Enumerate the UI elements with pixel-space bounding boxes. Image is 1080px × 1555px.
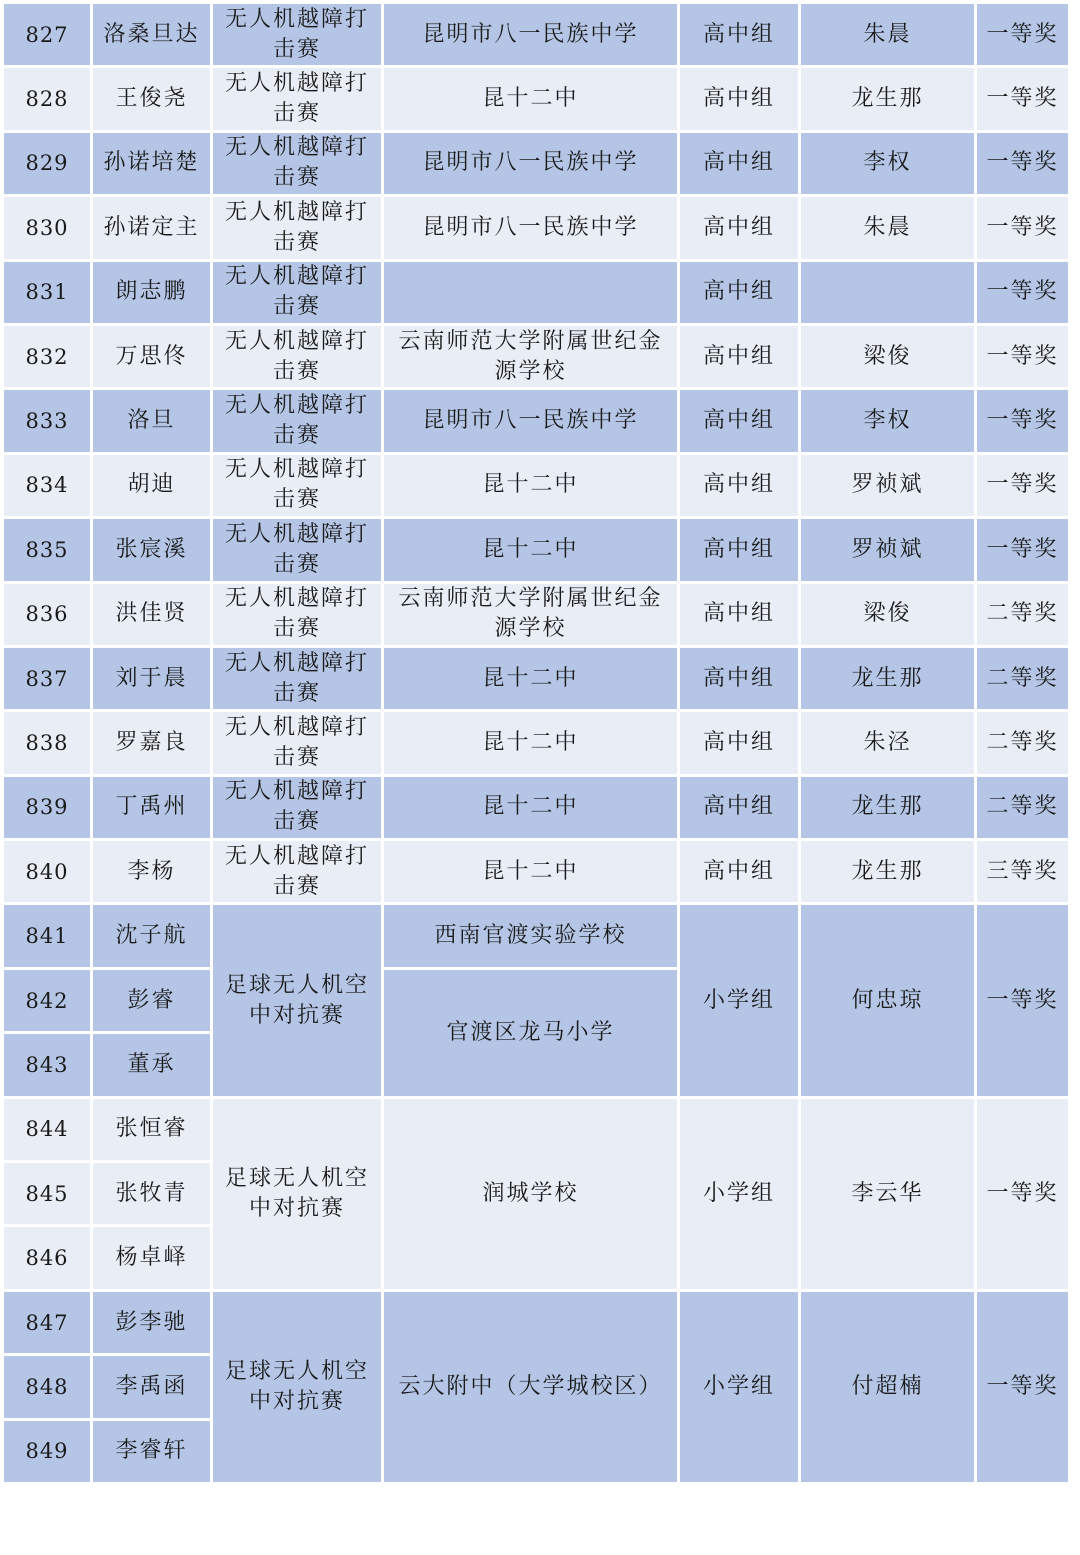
school-cell: 昆十二中 xyxy=(384,841,677,902)
number-cell: 843 xyxy=(4,1034,90,1095)
table-row xyxy=(4,648,1068,709)
award-cell: 一等奖 xyxy=(977,905,1068,1095)
name-cell: 洛旦 xyxy=(93,390,210,451)
group-cell: 小学组 xyxy=(680,905,798,1095)
group-cell: 高中组 xyxy=(680,197,798,258)
school-cell: 云南师范大学附属世纪金源学校 xyxy=(384,584,677,645)
event-cell: 无人机越障打击赛 xyxy=(213,390,381,451)
table-row xyxy=(4,712,1068,773)
award-cell: 一等奖 xyxy=(977,68,1068,129)
teacher-cell: 何忠琼 xyxy=(801,905,974,1095)
name-cell: 张牧青 xyxy=(93,1163,210,1224)
event-cell: 无人机越障打击赛 xyxy=(213,841,381,902)
name-cell: 张恒睿 xyxy=(93,1099,210,1160)
group-cell: 高中组 xyxy=(680,4,798,65)
group-cell: 高中组 xyxy=(680,455,798,516)
group-cell: 高中组 xyxy=(680,326,798,387)
name-cell: 洪佳贤 xyxy=(93,584,210,645)
teacher-cell: 朱晨 xyxy=(801,197,974,258)
name-cell: 孙诺定主 xyxy=(93,197,210,258)
award-cell: 一等奖 xyxy=(977,133,1068,194)
number-cell: 849 xyxy=(4,1421,90,1482)
name-cell: 万思佟 xyxy=(93,326,210,387)
group-cell: 高中组 xyxy=(680,68,798,129)
table-body xyxy=(4,4,1068,1482)
number-cell: 836 xyxy=(4,584,90,645)
award-cell: 一等奖 xyxy=(977,390,1068,451)
group-cell: 高中组 xyxy=(680,648,798,709)
award-cell: 一等奖 xyxy=(977,519,1068,580)
name-cell: 洛桑旦达 xyxy=(93,4,210,65)
table-row xyxy=(4,4,1068,65)
name-cell: 罗嘉良 xyxy=(93,712,210,773)
number-cell: 841 xyxy=(4,905,90,966)
name-cell: 董承 xyxy=(93,1034,210,1095)
event-cell: 足球无人机空中对抗赛 xyxy=(213,1099,381,1289)
group-cell: 高中组 xyxy=(680,262,798,323)
table-row xyxy=(4,455,1068,516)
group-cell: 高中组 xyxy=(680,133,798,194)
event-cell: 无人机越障打击赛 xyxy=(213,68,381,129)
school-cell: 官渡区龙马小学 xyxy=(384,970,677,1096)
award-cell: 二等奖 xyxy=(977,712,1068,773)
award-cell: 二等奖 xyxy=(977,648,1068,709)
number-cell: 845 xyxy=(4,1163,90,1224)
number-cell: 833 xyxy=(4,390,90,451)
teacher-cell: 龙生那 xyxy=(801,648,974,709)
number-cell: 835 xyxy=(4,519,90,580)
name-cell: 李杨 xyxy=(93,841,210,902)
event-cell: 无人机越障打击赛 xyxy=(213,519,381,580)
number-cell: 848 xyxy=(4,1356,90,1417)
number-cell: 828 xyxy=(4,68,90,129)
school-cell xyxy=(384,262,677,323)
event-cell: 无人机越障打击赛 xyxy=(213,133,381,194)
table-row xyxy=(4,841,1068,902)
teacher-cell: 罗祯斌 xyxy=(801,455,974,516)
school-cell: 昆十二中 xyxy=(384,455,677,516)
award-cell: 一等奖 xyxy=(977,1099,1068,1289)
school-cell: 昆十二中 xyxy=(384,712,677,773)
table-row xyxy=(4,133,1068,194)
name-cell: 孙诺培楚 xyxy=(93,133,210,194)
table-row xyxy=(4,326,1068,387)
award-cell: 一等奖 xyxy=(977,4,1068,65)
name-cell: 朗志鹏 xyxy=(93,262,210,323)
name-cell: 沈子航 xyxy=(93,905,210,966)
name-cell: 杨卓峄 xyxy=(93,1227,210,1288)
group-cell: 高中组 xyxy=(680,390,798,451)
group-cell: 小学组 xyxy=(680,1099,798,1289)
table-row xyxy=(4,1099,1068,1160)
number-cell: 830 xyxy=(4,197,90,258)
teacher-cell: 梁俊 xyxy=(801,326,974,387)
number-cell: 847 xyxy=(4,1292,90,1353)
teacher-cell: 龙生那 xyxy=(801,777,974,838)
name-cell: 李禹函 xyxy=(93,1356,210,1417)
name-cell: 张宸溪 xyxy=(93,519,210,580)
school-cell: 云南师范大学附属世纪金源学校 xyxy=(384,326,677,387)
table-row xyxy=(4,197,1068,258)
teacher-cell: 龙生那 xyxy=(801,841,974,902)
teacher-cell: 罗祯斌 xyxy=(801,519,974,580)
table-row xyxy=(4,584,1068,645)
teacher-cell: 朱晨 xyxy=(801,4,974,65)
award-cell: 二等奖 xyxy=(977,777,1068,838)
group-cell: 高中组 xyxy=(680,777,798,838)
table-row xyxy=(4,905,1068,966)
number-cell: 831 xyxy=(4,262,90,323)
name-cell: 李睿轩 xyxy=(93,1421,210,1482)
number-cell: 832 xyxy=(4,326,90,387)
school-cell: 昆明市八一民族中学 xyxy=(384,390,677,451)
table-row xyxy=(4,777,1068,838)
group-cell: 小学组 xyxy=(680,1292,798,1482)
number-cell: 829 xyxy=(4,133,90,194)
number-cell: 827 xyxy=(4,4,90,65)
event-cell: 无人机越障打击赛 xyxy=(213,455,381,516)
award-cell: 一等奖 xyxy=(977,1292,1068,1482)
event-cell: 无人机越障打击赛 xyxy=(213,4,381,65)
event-cell: 无人机越障打击赛 xyxy=(213,262,381,323)
number-cell: 834 xyxy=(4,455,90,516)
name-cell: 王俊尧 xyxy=(93,68,210,129)
table-row xyxy=(4,1292,1068,1353)
name-cell: 刘于晨 xyxy=(93,648,210,709)
table-row xyxy=(4,390,1068,451)
number-cell: 838 xyxy=(4,712,90,773)
award-table xyxy=(1,1,1071,1485)
school-cell: 西南官渡实验学校 xyxy=(384,905,677,966)
event-cell: 无人机越障打击赛 xyxy=(213,648,381,709)
event-cell: 无人机越障打击赛 xyxy=(213,777,381,838)
table-row xyxy=(4,68,1068,129)
school-cell: 昆明市八一民族中学 xyxy=(384,197,677,258)
award-cell: 一等奖 xyxy=(977,197,1068,258)
number-cell: 839 xyxy=(4,777,90,838)
award-cell: 一等奖 xyxy=(977,455,1068,516)
name-cell: 彭睿 xyxy=(93,970,210,1031)
number-cell: 837 xyxy=(4,648,90,709)
number-cell: 840 xyxy=(4,841,90,902)
teacher-cell: 付超楠 xyxy=(801,1292,974,1482)
school-cell: 云大附中（大学城校区） xyxy=(384,1292,677,1482)
school-cell: 昆十二中 xyxy=(384,777,677,838)
award-cell: 一等奖 xyxy=(977,326,1068,387)
award-cell: 一等奖 xyxy=(977,262,1068,323)
school-cell: 昆明市八一民族中学 xyxy=(384,4,677,65)
event-cell: 足球无人机空中对抗赛 xyxy=(213,905,381,1095)
group-cell: 高中组 xyxy=(680,712,798,773)
school-cell: 润城学校 xyxy=(384,1099,677,1289)
name-cell: 丁禹州 xyxy=(93,777,210,838)
award-cell: 二等奖 xyxy=(977,584,1068,645)
group-cell: 高中组 xyxy=(680,519,798,580)
number-cell: 846 xyxy=(4,1227,90,1288)
number-cell: 844 xyxy=(4,1099,90,1160)
school-cell: 昆十二中 xyxy=(384,648,677,709)
event-cell: 无人机越障打击赛 xyxy=(213,326,381,387)
teacher-cell: 李权 xyxy=(801,133,974,194)
school-cell: 昆十二中 xyxy=(384,68,677,129)
school-cell: 昆十二中 xyxy=(384,519,677,580)
teacher-cell xyxy=(801,262,974,323)
table-row xyxy=(4,519,1068,580)
event-cell: 无人机越障打击赛 xyxy=(213,584,381,645)
event-cell: 无人机越障打击赛 xyxy=(213,712,381,773)
teacher-cell: 龙生那 xyxy=(801,68,974,129)
group-cell: 高中组 xyxy=(680,584,798,645)
teacher-cell: 李云华 xyxy=(801,1099,974,1289)
table-row xyxy=(4,262,1068,323)
award-cell: 三等奖 xyxy=(977,841,1068,902)
name-cell: 彭李驰 xyxy=(93,1292,210,1353)
teacher-cell: 朱泾 xyxy=(801,712,974,773)
name-cell: 胡迪 xyxy=(93,455,210,516)
event-cell: 足球无人机空中对抗赛 xyxy=(213,1292,381,1482)
school-cell: 昆明市八一民族中学 xyxy=(384,133,677,194)
teacher-cell: 梁俊 xyxy=(801,584,974,645)
event-cell: 无人机越障打击赛 xyxy=(213,197,381,258)
number-cell: 842 xyxy=(4,970,90,1031)
group-cell: 高中组 xyxy=(680,841,798,902)
teacher-cell: 李权 xyxy=(801,390,974,451)
